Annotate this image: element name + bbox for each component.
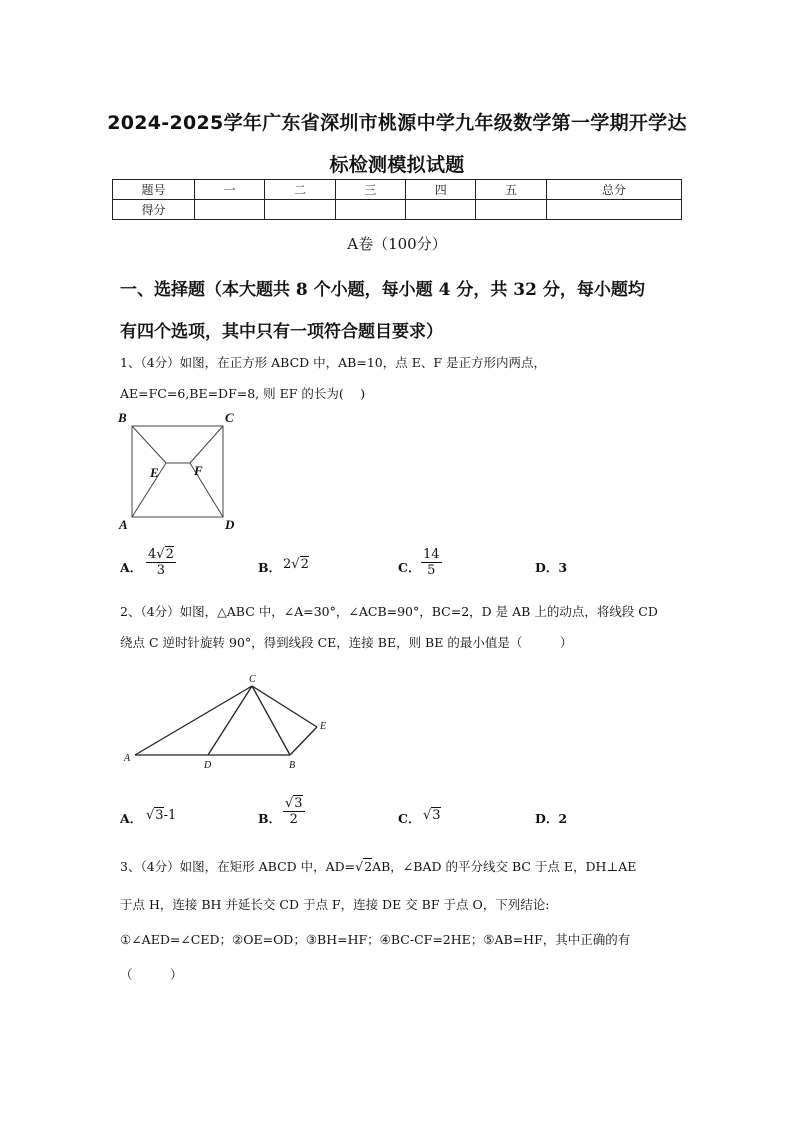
score-cell[interactable] [335,200,405,220]
table-header-cell: 三 [335,180,405,200]
label-e: E [320,721,327,732]
q2-option-c-label[interactable]: C． [398,811,421,826]
q1-option-d[interactable]: D．3 [535,560,568,575]
q2-option-a-label[interactable]: A． [120,811,143,826]
segment-ae [132,463,166,517]
table-header-cell: 二 [265,180,335,200]
segment-be [132,426,166,463]
section-a-heading: A卷（100分） [347,235,447,253]
question-1-line-1: 1、（4分）如图，在正方形 ABCD 中，AB=10，点 E、F 是正方形内两点， [120,355,546,370]
table-row-label: 得分 [113,200,195,220]
question-3-line-4: （ ） [120,967,183,982]
q2-option-c-value[interactable]: √3 [423,808,441,823]
question-1-line-2: AE=FC=6,BE=DF=8, 则 EF 的长为( ) [120,386,366,401]
q1-option-b-value[interactable]: 2√2 [283,557,309,572]
label-d: D [225,517,235,532]
segment-cd [208,686,252,755]
label-b: B [289,760,296,771]
score-table-score-row [113,200,682,220]
table-header-cell: 题号 [113,180,195,200]
score-cell[interactable] [265,200,335,220]
question-3-line-2: 于点 H，连接 BH 并延长交 CD 于点 F，连接 DE 交 BF 于点 O，下列结论: [120,897,550,912]
question-2-figure [118,670,338,774]
table-header-cell: 总分 [546,180,681,200]
label-d: D [204,760,212,771]
q1-option-c-label[interactable]: C． [398,560,421,575]
score-table [112,179,682,220]
q1-option-a-label[interactable]: A． [120,560,143,575]
label-c: C [249,674,256,685]
question-3-line-3: ①∠AED=∠CED；②OE=OD；③BH=HF；④BC-CF=2HE；⑤AB=HF，其中正确的有 [120,932,631,947]
segment-ac [135,686,252,755]
question-3-line-1: 3、（4分）如图，在矩形 ABCD 中，AD=√2AB，∠BAD 的平分线交 BC 于点 E，DH⊥AE [120,859,637,874]
q2-option-d[interactable]: D．2 [535,811,568,826]
section-1-heading-line-1: 一、选择题（本大题共 8 个小题，每小题 4 分，共 32 分，每小题均 [120,280,645,300]
q1-option-a-value[interactable]: $\frac{4√2}{3}$ [148,547,174,578]
q1-option-c-value[interactable]: $\frac{14}{5}$ [423,547,440,578]
score-cell[interactable] [546,200,681,220]
label-a: A [119,517,128,532]
table-header-cell: 一 [195,180,265,200]
q2-option-b-value[interactable]: $\frac{√3}{2}$ [285,796,303,827]
table-header-cell: 四 [406,180,476,200]
q1-option-b-label[interactable]: B． [258,560,282,575]
score-cell[interactable] [406,200,476,220]
segment-ce [252,686,317,727]
segment-cf [190,426,223,463]
score-table-header-row [113,180,682,200]
question-2-line-2: 绕点 C 逆时针旋转 90°，得到线段 CE，连接 BE，则 BE 的最小值是（ ） [120,635,573,650]
square-abcd [132,426,223,517]
label-c: C [225,410,234,425]
q2-option-b-label[interactable]: B． [258,811,282,826]
question-2-line-1: 2、（4分）如图，△ABC 中，∠A=30°，∠ACB=90°，BC=2，D 是 AB 上的动点，将线段 CD [120,604,658,619]
score-cell[interactable] [195,200,265,220]
score-cell[interactable] [476,200,546,220]
title-line-2: 标检测模拟试题 [329,154,465,176]
q2-option-a-value[interactable]: √3-1 [146,808,177,823]
title-line-1: 2024-2025学年广东省深圳市桃源中学九年级数学第一学期开学达 [107,112,687,134]
question-1-figure [115,408,245,536]
label-f: F [194,463,203,478]
label-b: B [118,410,127,425]
table-header-cell: 五 [476,180,546,200]
label-e: E [150,465,159,480]
segment-cb [252,686,290,755]
section-1-heading-line-2: 有四个选项，其中只有一项符合题目要求） [120,322,443,342]
segment-be [290,727,317,755]
label-a: A [124,753,131,764]
